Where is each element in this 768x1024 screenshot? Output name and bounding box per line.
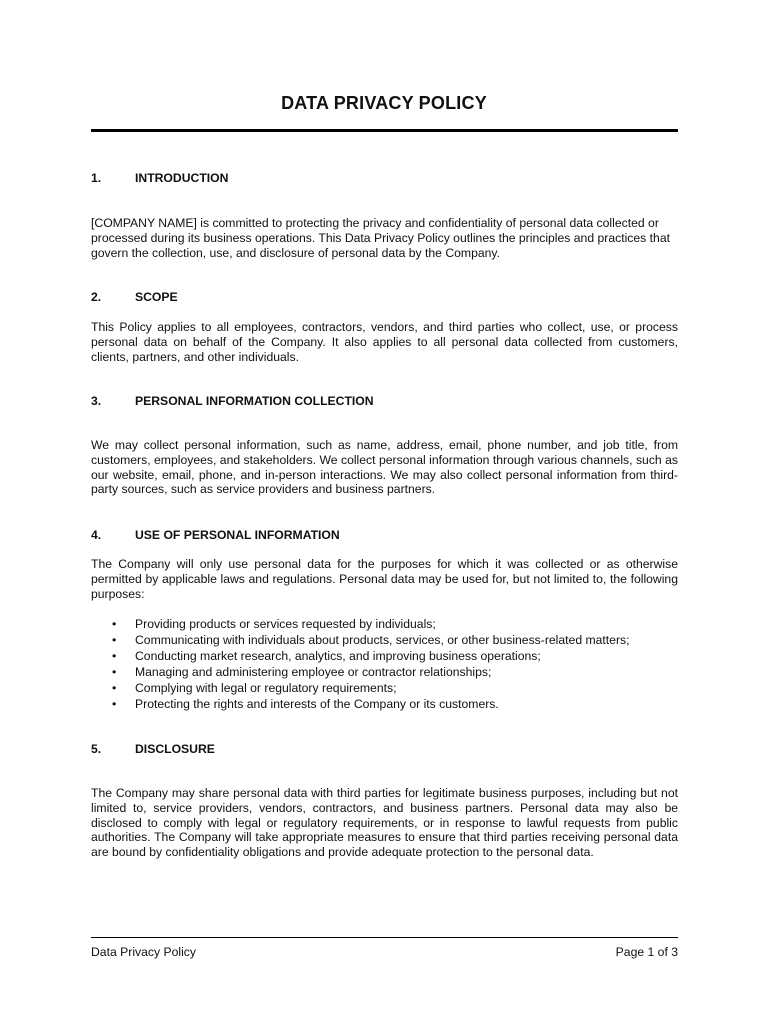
- footer-page-number: Page 1 of 3: [615, 945, 678, 959]
- list-item: [91, 665, 630, 681]
- list-item: [91, 681, 630, 697]
- list-item: [91, 617, 630, 633]
- list-item-text: Providing products or services requested by individuals;: [135, 617, 436, 631]
- bullet-icon: •: [112, 632, 117, 647]
- footer-document-name: Data Privacy Policy: [91, 945, 196, 959]
- bullet-icon: •: [112, 664, 117, 679]
- disclosure-paragraph: The Company may share personal data with third parties for legitimate business purposes, including but not limited to, service providers, vendors, contractors, and business partners. Personal data may also be disclosed to comply with legal or regulatory requirements, or in response to lawful requests from public authorities. The Company will take appropriate measures to ensure that third parties receiving personal data are bound by confidentiality obligations and provide adequate protection to the personal data.: [91, 786, 678, 860]
- introduction-paragraph: [COMPANY NAME] is committed to protecting the privacy and confidentiality of personal data collected or processed during its business operations. This Data Privacy Policy outlines the principles and practices that govern the collection, use, and disclosure of personal data by the Company.: [91, 216, 670, 260]
- bullet-icon: •: [112, 696, 117, 711]
- section-heading-scope: [91, 290, 178, 304]
- collection-paragraph: We may collect personal information, such as name, address, email, phone number, and job title, from customers, employees, and stakeholders. We collect personal information through various channels, such as our website, email, phone, and in-person interactions. We may also collect personal information from third-party sources, such as service providers and business partners.: [91, 438, 678, 497]
- list-item: [91, 649, 630, 665]
- bullet-icon: •: [112, 648, 117, 663]
- bullet-icon: •: [112, 617, 117, 631]
- footer-divider: [91, 937, 678, 938]
- section-title: INTRODUCTION: [135, 171, 229, 185]
- section-heading-personal-information-collection: [91, 394, 374, 408]
- document-title: DATA PRIVACY POLICY: [281, 93, 487, 113]
- list-item-text: Complying with legal or regulatory requirements;: [135, 680, 397, 695]
- title-divider: [91, 129, 678, 132]
- section-title: DISCLOSURE: [135, 742, 215, 756]
- section-title: USE OF PERSONAL INFORMATION: [135, 528, 340, 542]
- use-paragraph: The Company will only use personal data for the purposes for which it was collected or as otherwise permitted by applicable laws and regulations. Personal data may be used for, but not limited to, the following purposes:: [91, 557, 678, 601]
- list-item-text: Communicating with individuals about products, services, or other business-related matters;: [135, 632, 630, 647]
- list-item-text: Conducting market research, analytics, and improving business operations;: [135, 648, 541, 663]
- list-item: [91, 633, 630, 649]
- section-heading-introduction: [91, 171, 228, 185]
- list-item-text: Protecting the rights and interests of the Company or its customers.: [135, 696, 499, 711]
- section-number: 5.: [91, 742, 102, 756]
- section-number: 4.: [91, 528, 102, 542]
- scope-paragraph: This Policy applies to all employees, contractors, vendors, and third parties who collect, use, or process personal data on behalf of the Company. It also applies to all personal data collected from customers, clients, partners, and other individuals.: [91, 320, 678, 364]
- section-title: PERSONAL INFORMATION COLLECTION: [135, 394, 374, 408]
- list-item-text: Managing and administering employee or contractor relationships;: [135, 664, 492, 679]
- list-item: [91, 697, 630, 713]
- section-number: 1.: [91, 171, 102, 185]
- section-heading-use-of-personal-information: [91, 528, 340, 542]
- section-number: 2.: [91, 290, 102, 304]
- section-heading-disclosure: [91, 742, 215, 756]
- section-number: 3.: [91, 394, 102, 408]
- section-title: SCOPE: [135, 290, 178, 304]
- purposes-list: [91, 617, 630, 712]
- bullet-icon: •: [112, 680, 117, 695]
